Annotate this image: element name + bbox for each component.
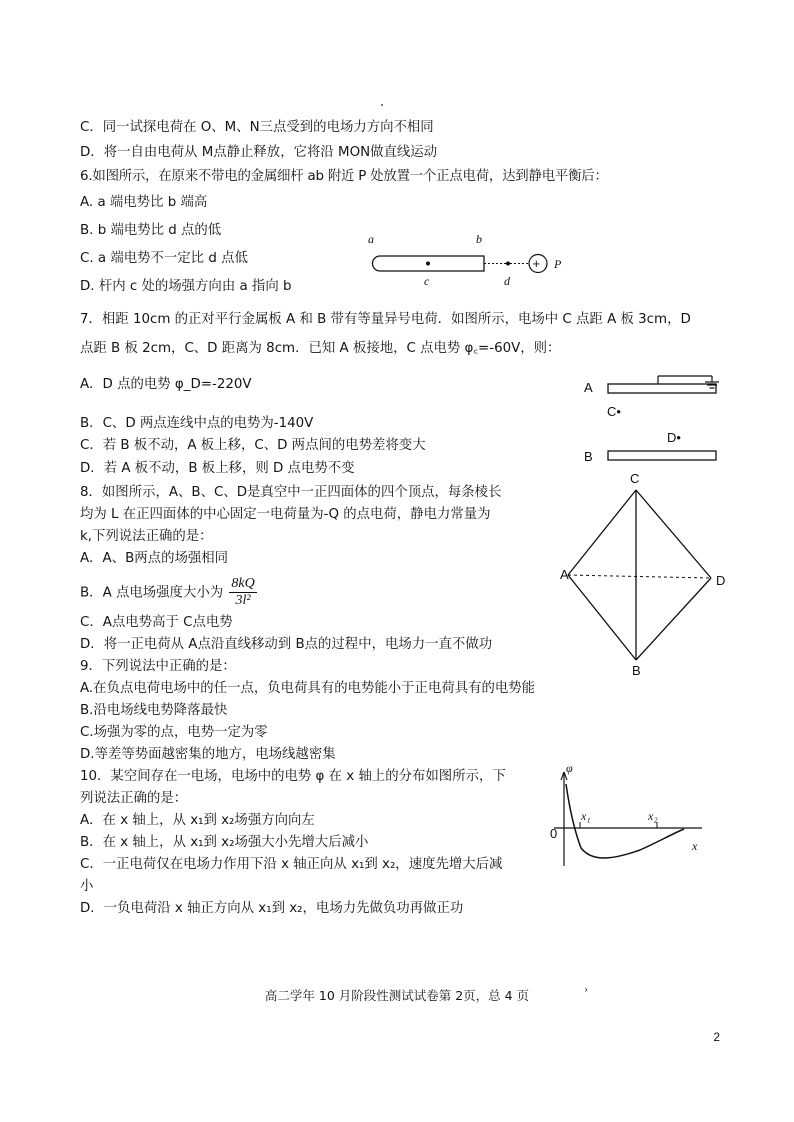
fraction	[229, 576, 256, 609]
plate-b	[608, 451, 716, 460]
origin-label: 0	[550, 826, 558, 841]
q8-stem-2: 均为 L 在正四面体的中心固定一电荷量为-Q 的点电荷，静电力常量为	[80, 507, 491, 522]
q10-option-c-2: 小	[80, 879, 94, 894]
q6-option-a: A. a 端电势比 b 端高	[80, 195, 208, 210]
vertex-label-a: A	[560, 567, 569, 582]
plate-label-b: B	[584, 449, 593, 464]
scan-mark: ›	[584, 985, 588, 996]
q10-stem-2: 列说法正确的是：	[80, 791, 188, 806]
fraction-denominator: 3l²	[235, 593, 251, 608]
q10-option-b: B．在 x 轴上，从 x₁到 x₂场强大小先增大后减小	[80, 835, 369, 850]
q6-option-c: C. a 端电势不一定比 d 点低	[80, 251, 248, 266]
rod-label-d: d	[504, 274, 510, 288]
q10-option-c-1: C．一正电荷仅在电场力作用下沿 x 轴正向从 x₁到 x₂，速度先增大后减	[80, 857, 503, 872]
phi-label: φ	[566, 761, 573, 775]
x-axis-label: x	[692, 839, 698, 853]
tetrahedron-figure	[560, 471, 738, 682]
q8-stem-3: k,下列说法正确的是：	[80, 529, 213, 544]
q8-option-b	[80, 576, 257, 609]
q8-option-a: A．A、B两点的场强相同	[80, 551, 229, 566]
q9-option-b: B.沿电场线电势降落最快	[80, 703, 228, 718]
vertex-label-c: C	[630, 471, 640, 486]
plus-sign: +	[532, 256, 541, 271]
q9-option-c: C.场强为零的点，电势一定为零	[80, 725, 268, 740]
edge-ab	[568, 575, 636, 660]
point-d	[506, 262, 510, 266]
edge-ad-hidden	[568, 575, 711, 578]
vertex-label-d: D	[716, 573, 726, 588]
vertex-label-b: B	[632, 663, 641, 678]
potential-graph	[540, 762, 715, 877]
q10-option-a: A．在 x 轴上，从 x₁到 x₂场强方向向左	[80, 813, 315, 828]
point-d-label: D•	[667, 430, 681, 445]
q6-option-d: D. 杆内 c 处的场强方向由 a 指向 b	[80, 279, 292, 294]
point-c-label: C•	[607, 404, 621, 419]
q7-option-a: A．D 点的电势 φ_D=-220V	[80, 377, 252, 392]
x1-label: x₁	[581, 809, 591, 823]
edge-ca	[568, 490, 636, 575]
q10-option-d: D．一负电荷沿 x 轴正方向从 x₁到 x₂，电场力先做负功再做正功	[80, 901, 464, 916]
edge-cd	[636, 490, 711, 578]
q10-stem-1: 10．某空间存在一电场，电场中的电势 φ 在 x 轴上的分布如图所示，下	[80, 769, 506, 784]
q7-stem-2: 点距 B 板 2cm，C、D 距离为 8cm．已知 A 板接地，C 点电势 φ꜀=-60V，则：	[80, 341, 561, 356]
q7-option-d: D．若 A 板不动，B 板上移，则 D 点电势不变	[80, 461, 355, 476]
q5-option-c: C．同一试探电荷在 O、M、N三点受到的电场力方向不相同	[80, 120, 434, 135]
fraction-numerator: 8kQ	[231, 576, 255, 591]
rod-label-a: a	[368, 232, 374, 246]
page-number: 2	[713, 1030, 720, 1044]
q7-option-b: B．C、D 两点连线中点的电势为-140V	[80, 416, 314, 431]
q6-option-b: B. b 端电势比 d 点的低	[80, 223, 222, 238]
x2-label: x₂	[648, 809, 658, 823]
q9-option-a: A.在负点电荷电场中的任一点，负电荷具有的电势能小于正电荷具有的电势能	[80, 681, 536, 696]
plate-a	[608, 384, 716, 393]
plates-figure	[578, 368, 728, 468]
q9-stem: 9．下列说法中正确的是：	[80, 659, 236, 674]
edge-db	[636, 578, 711, 660]
rod-label-c: c	[424, 274, 430, 288]
rod-label-b: b	[476, 232, 482, 246]
q8-stem-1: 8．如图所示，A、B、C、D是真空中一正四面体的四个顶点，每条棱长	[80, 485, 502, 500]
q6-stem: 6.如图所示，在原来不带电的金属细杆 ab 附近 P 处放置一个正点电荷，达到静电平衡后：	[80, 169, 608, 184]
scan-speck	[381, 104, 383, 106]
q8-option-b-text: B．A 点电场强度大小为	[80, 585, 224, 601]
rod-figure	[360, 233, 570, 293]
q5-option-d: D．将一自由电荷从 M点静止释放，它将沿 MON做直线运动	[80, 145, 438, 160]
plate-label-a: A	[584, 380, 593, 395]
rod-point-c	[426, 262, 430, 266]
q9-option-d: D.等差等势面越密集的地方，电场线越密集	[80, 747, 336, 762]
q7-stem-1: 7．相距 10cm 的正对平行金属板 A 和 B 带有等量异号电荷．如图所示，电场中 C 点距 A 板 3cm，D	[80, 312, 691, 327]
q8-option-c: C．A点电势高于 C点电势	[80, 615, 233, 630]
q8-option-d: D．将一正电荷从 A点沿直线移动到 B点的过程中，电场力一直不做功	[80, 637, 493, 652]
page-footer: 高二学年 10 月阶段性测试试卷第 2页，总 4 页	[264, 988, 530, 1003]
rod-label-p: P	[554, 257, 562, 271]
q7-option-c: C．若 B 板不动，A 板上移，C、D 两点间的电势差将变大	[80, 438, 426, 453]
